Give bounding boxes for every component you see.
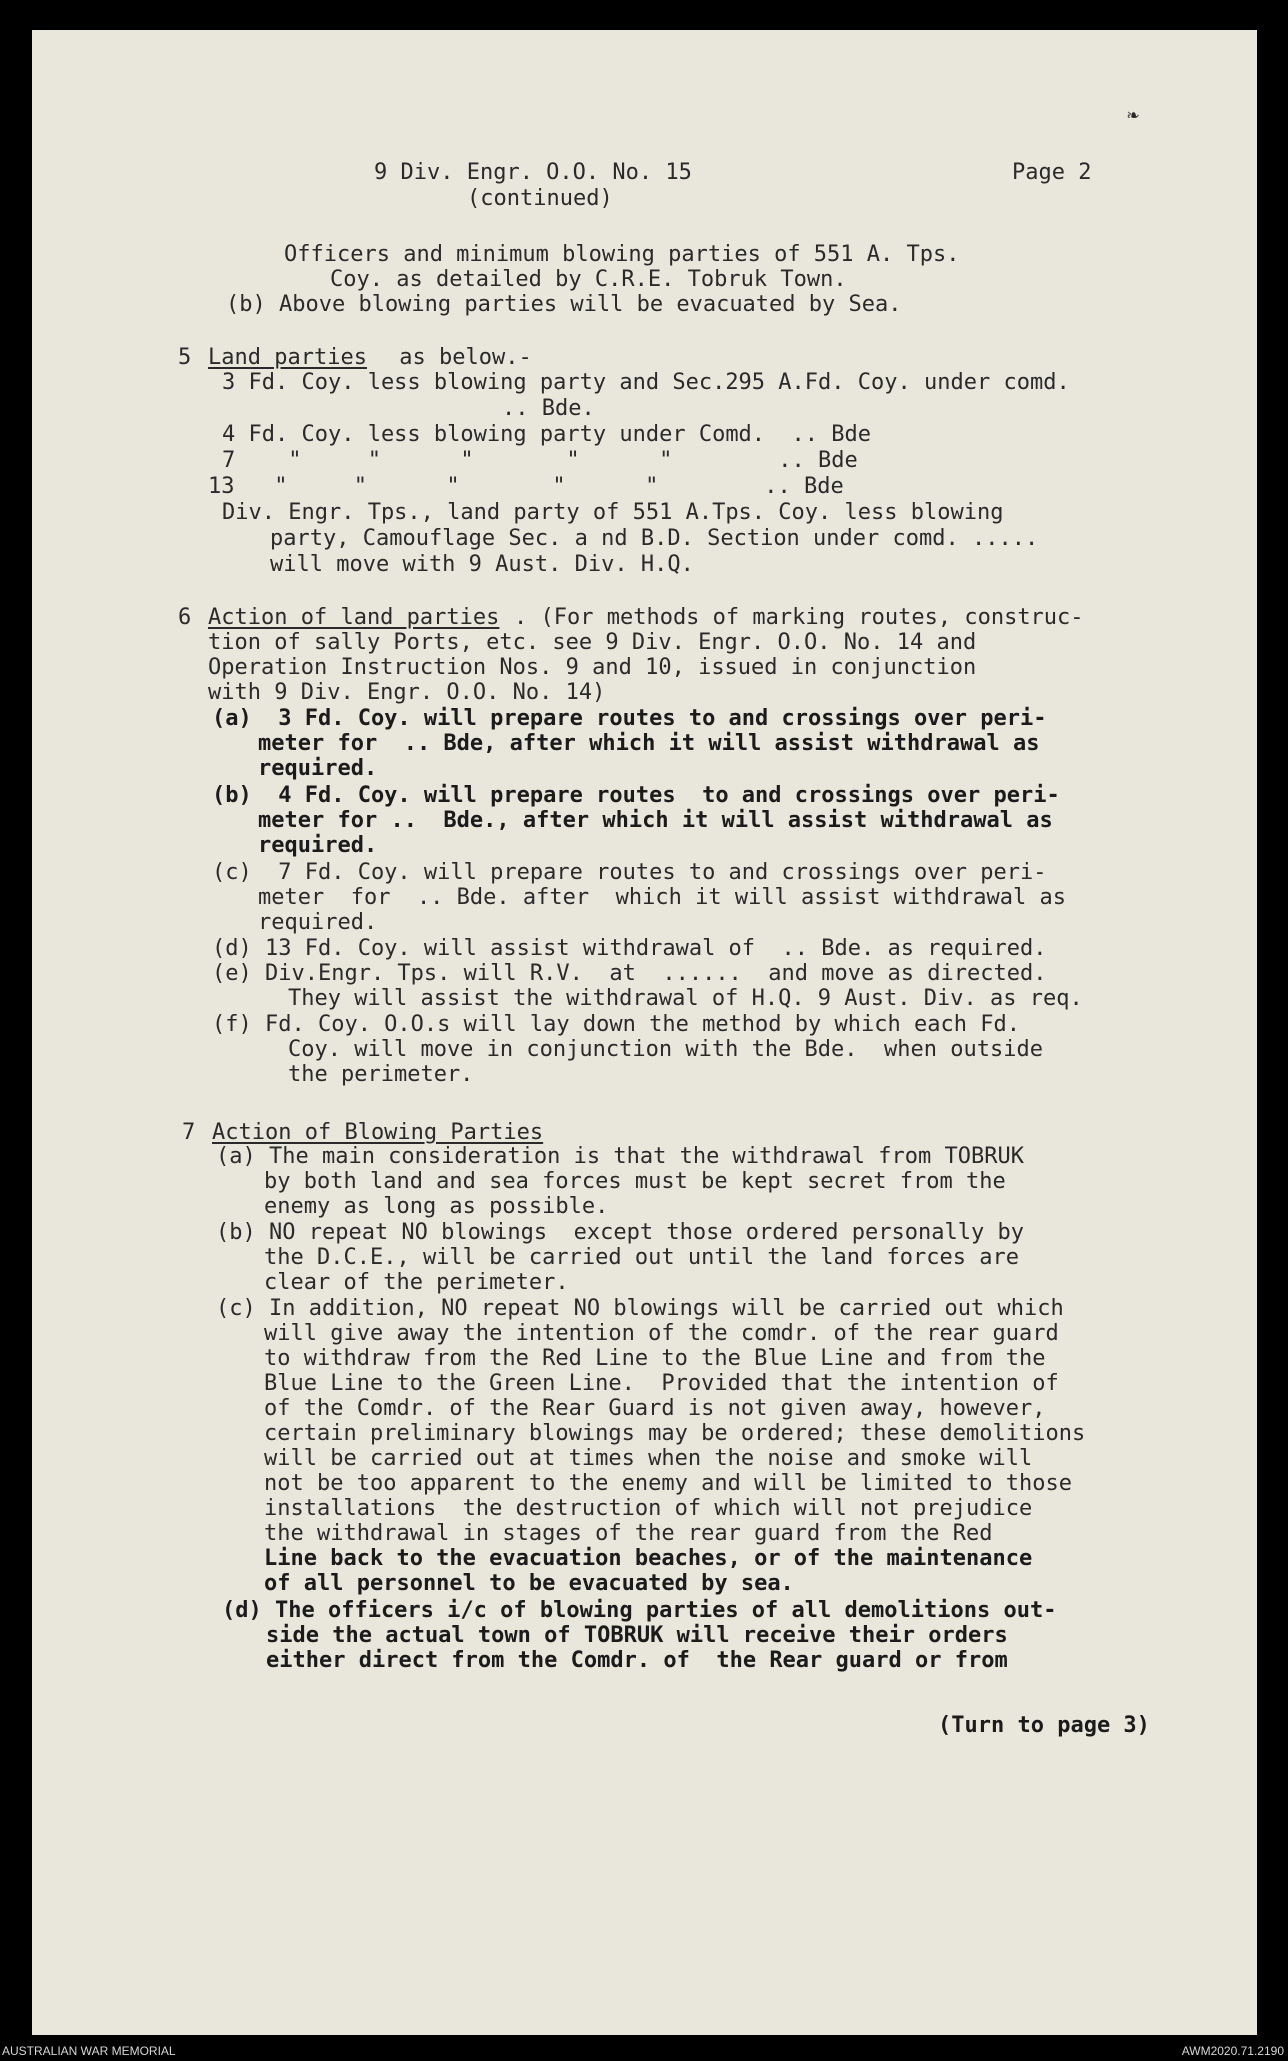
section-line: (a) 3 Fd. Coy. will prepare routes to and crossings over peri- xyxy=(212,706,1047,731)
section-line: will move with 9 Aust. Div. H.Q. xyxy=(270,552,694,577)
section-line: (b) 4 Fd. Coy. will prepare routes to and crossings over peri- xyxy=(212,783,1060,808)
section-line: Coy. will move in conjunction with the Bde. when outside xyxy=(288,1037,1043,1062)
section-line: enemy as long as possible. xyxy=(264,1194,609,1219)
section-line: the withdrawal in stages of the rear guard from the Red xyxy=(264,1521,993,1546)
section-line: the perimeter. xyxy=(288,1062,474,1087)
section-heading: Land parties xyxy=(208,345,367,370)
section-line: required. xyxy=(258,833,378,858)
section-line: party, Camouflage Sec. a nd B.D. Section under comd. ..... xyxy=(270,526,1039,551)
section-line: Line back to the evacuation beaches, or of the maintenance xyxy=(264,1546,1033,1571)
document-page xyxy=(32,30,1257,2035)
archive-reference: AWM2020.71.2190 xyxy=(1181,2044,1284,2058)
section-line: meter for .. Bde. after which it will assist withdrawal as xyxy=(258,885,1066,910)
section-line: with 9 Div. Engr. O.O. No. 14) xyxy=(208,680,606,705)
section-line: (b) NO repeat NO blowings except those ordered personally by xyxy=(216,1220,1024,1245)
section-line: of all personnel to be evacuated by sea. xyxy=(264,1571,794,1596)
section-line: certain preliminary blowings may be ordered; these demolitions xyxy=(264,1421,1086,1446)
section-heading-rest: as below.- xyxy=(386,345,532,370)
section-line: 4 Fd. Coy. less blowing party under Comd. .. Bde xyxy=(222,422,872,447)
page-number: Page 2 xyxy=(1012,160,1092,185)
section-line: meter for .. Bde., after which it will assist withdrawal as xyxy=(258,808,1053,833)
section-line: (e) Div.Engr. Tps. will R.V. at ...... and move as directed. xyxy=(212,961,1047,986)
section-line: not be too apparent to the enemy and will be limited to those xyxy=(264,1471,1072,1496)
section-line: will give away the intention of the comdr. of the rear guard xyxy=(264,1321,1059,1346)
section-line: required. xyxy=(258,756,378,781)
section-line: to withdraw from the Red Line to the Blue Line and from the xyxy=(264,1346,1046,1371)
section-line: Blue Line to the Green Line. Provided that the intention of xyxy=(264,1371,1059,1396)
intro-line: (b) Above blowing parties will be evacuated by Sea. xyxy=(226,292,902,317)
section-line: clear of the perimeter. xyxy=(264,1270,569,1295)
section-line: Operation Instruction Nos. 9 and 10, issued in conjunction xyxy=(208,655,977,680)
section-line: (d) The officers i/c of blowing parties of all demolitions out- xyxy=(222,1598,1057,1623)
section-line: tion of sally Ports, etc. see 9 Div. Engr. O.O. No. 14 and xyxy=(208,630,977,655)
section-line: meter for .. Bde, after which it will assist withdrawal as xyxy=(258,731,1040,756)
section-number: 6 xyxy=(178,605,192,630)
section-heading: Action of Blowing Parties xyxy=(212,1120,544,1145)
section-line: of the Comdr. of the Rear Guard is not given away, however, xyxy=(264,1396,1046,1421)
section-line: Div. Engr. Tps., land party of 551 A.Tps. Coy. less blowing xyxy=(222,500,1004,525)
section-line: either direct from the Comdr. of the Rear guard or from xyxy=(266,1648,1008,1673)
section-line: by both land and sea forces must be kept secret from the xyxy=(264,1169,1006,1194)
ink-mark: ❧ xyxy=(1127,102,1140,126)
section-heading: Action of land parties xyxy=(208,605,500,630)
section-number: 5 xyxy=(178,345,192,370)
continued-label: (continued) xyxy=(467,186,613,211)
section-number: 7 xyxy=(182,1120,196,1145)
section-line: (a) The main consideration is that the withdrawal from TOBRUK xyxy=(216,1144,1024,1169)
section-line: (c) 7 Fd. Coy. will prepare routes to and crossings over peri- xyxy=(212,860,1047,885)
section-line: installations the destruction of which will not prejudice xyxy=(264,1496,1033,1521)
section-line: will be carried out at times when the noise and smoke will xyxy=(264,1446,1033,1471)
archive-credit: AUSTRALIAN WAR MEMORIAL xyxy=(2,2044,176,2058)
intro-line: Officers and minimum blowing parties of 551 A. Tps. xyxy=(284,242,960,267)
section-line: (f) Fd. Coy. O.O.s will lay down the method by which each Fd. xyxy=(212,1012,1020,1037)
section-line: (d) 13 Fd. Coy. will assist withdrawal of .. Bde. as required. xyxy=(212,936,1047,961)
section-line: 7 " " " " " .. Bde xyxy=(222,448,858,473)
section-line: required. xyxy=(258,910,378,935)
section-heading-rest: . (For methods of marking routes, construc- xyxy=(514,605,1084,630)
section-line: side the actual town of TOBRUK will receive their orders xyxy=(266,1623,1008,1648)
section-line: They will assist the withdrawal of H.Q. 9 Aust. Div. as req. xyxy=(288,986,1083,1011)
section-line: 3 Fd. Coy. less blowing party and Sec.295 A.Fd. Coy. under comd. xyxy=(222,370,1070,395)
section-line: 13 " " " " " .. Bde xyxy=(208,474,844,499)
section-line: (c) In addition, NO repeat NO blowings will be carried out which xyxy=(216,1296,1064,1321)
section-line: the D.C.E., will be carried out until the land forces are xyxy=(264,1245,1019,1270)
section-line: .. Bde. xyxy=(502,396,595,421)
document-title: 9 Div. Engr. O.O. No. 15 xyxy=(374,160,692,185)
turn-page-note: (Turn to page 3) xyxy=(938,1713,1150,1738)
intro-line: Coy. as detailed by C.R.E. Tobruk Town. xyxy=(330,267,847,292)
